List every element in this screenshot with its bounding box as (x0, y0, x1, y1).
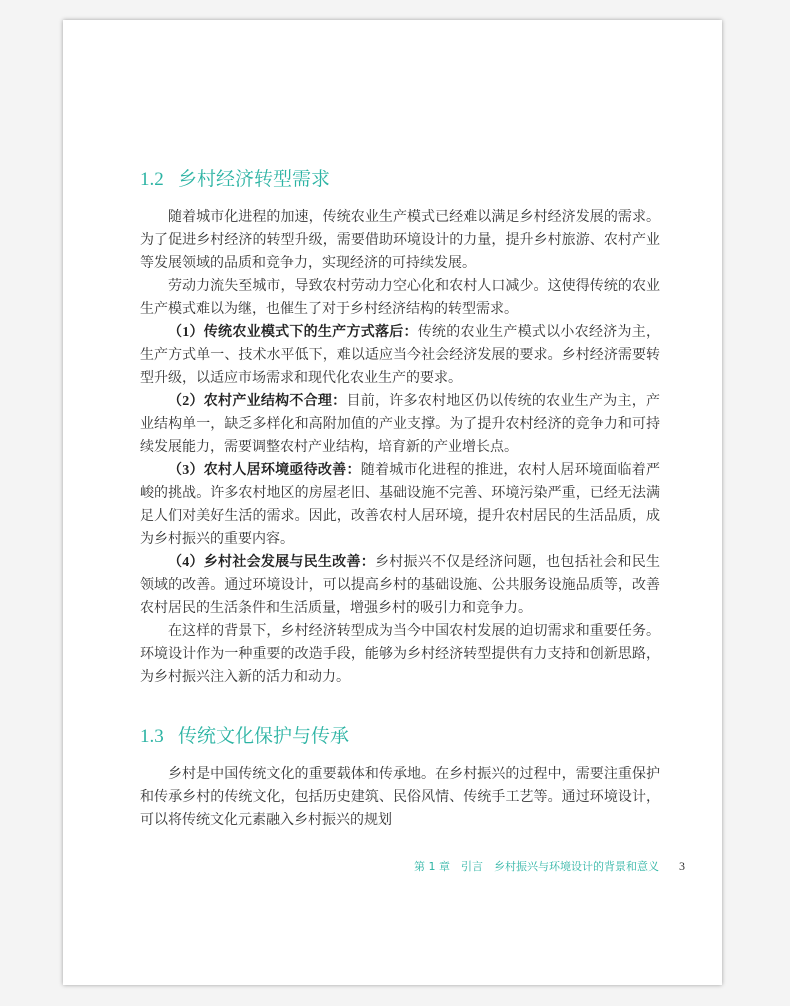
paragraph-text: 乡村振兴不仅是经济问题，也包括社会和民生领域的改善。通过环境设计，可以提高乡村的基础设施、公共服务设施品质等，改善农村居民的生活条件和生活质量，增强乡村的吸引力和竞争力。 (140, 555, 661, 616)
paragraph-label: （3）农村人居环境亟待改善： (168, 463, 361, 478)
section-heading (140, 168, 660, 192)
paragraph-text: 目前，许多农村地区仍以传统的农业生产为主，产业结构单一，缺乏多样化和高附加值的产业支撑。为了提升农村经济的竞争力和可持续发展能力，需要调整农村产业结构，培育新的产业增长点。 (140, 394, 661, 455)
section-1-2 (140, 168, 660, 689)
section-title: 传统文化保护与传承 (178, 726, 350, 747)
paragraph (140, 620, 660, 689)
section-heading (140, 725, 660, 749)
paragraph-text: 随着城市化进程的加速，传统农业生产模式已经难以满足乡村经济发展的需求。为了促进乡村经济的转型升级，需要借助环境设计的力量，提升乡村旅游、农村产业等发展领域的品质和竞争力，实现经济的可持续发展。 (140, 210, 660, 271)
paragraph (140, 459, 660, 551)
paragraph-text: 传统的农业生产模式以小农经济为主，生产方式单一、技术水平低下，难以适应当今社会经济发展的要求。乡村经济需要转型升级，以适应市场需求和现代化农业生产的要求。 (140, 325, 661, 386)
paragraph (140, 321, 660, 390)
paragraph-label: （4）乡村社会发展与民生改善： (168, 555, 375, 570)
section-body (140, 206, 660, 689)
paragraph-text: 在这样的背景下，乡村经济转型成为当今中国农村发展的迫切需求和重要任务。环境设计作为一种重要的改造手段，能够为乡村经济转型提供有力支持和创新思路，为乡村振兴注入新的活力和动力。 (140, 624, 660, 685)
running-footer: 第 1 章 引言 乡村振兴与环境设计的背景和意义 (414, 860, 659, 873)
paragraph-text: 劳动力流失至城市，导致农村劳动力空心化和农村人口减少。这使得传统的农业生产模式难以为继，也催生了对于乡村经济结构的转型需求。 (140, 279, 660, 317)
section-number: 1.2 (140, 169, 164, 190)
paragraph (140, 206, 660, 275)
paragraph-text: 乡村是中国传统文化的重要载体和传承地。在乡村振兴的过程中，需要注重保护和传承乡村的传统文化，包括历史建筑、民俗风情、传统手工艺等。通过环境设计，可以将传统文化元素融入乡村振兴的规划 (140, 767, 660, 828)
page-footer (140, 858, 685, 874)
paragraph (140, 275, 660, 321)
paragraph (140, 390, 660, 459)
page-number: 3 (679, 859, 685, 873)
section-title: 乡村经济转型需求 (178, 169, 331, 190)
section-body (140, 763, 660, 832)
paragraph-label: （2）农村产业结构不合理： (168, 394, 347, 409)
paragraph-label: （1）传统农业模式下的生产方式落后： (168, 325, 418, 340)
paragraph (140, 763, 660, 832)
section-1-3 (140, 725, 660, 832)
section-number: 1.3 (140, 726, 164, 747)
document-page (63, 20, 722, 985)
paragraph (140, 551, 660, 620)
paragraph-text: 随着城市化进程的推进，农村人居环境面临着严峻的挑战。许多农村地区的房屋老旧、基础设施不完善、环境污染严重，已经无法满足人们对美好生活的需求。因此，改善农村人居环境，提升农村居民的生活品质，成为乡村振兴的重要内容。 (140, 463, 661, 547)
